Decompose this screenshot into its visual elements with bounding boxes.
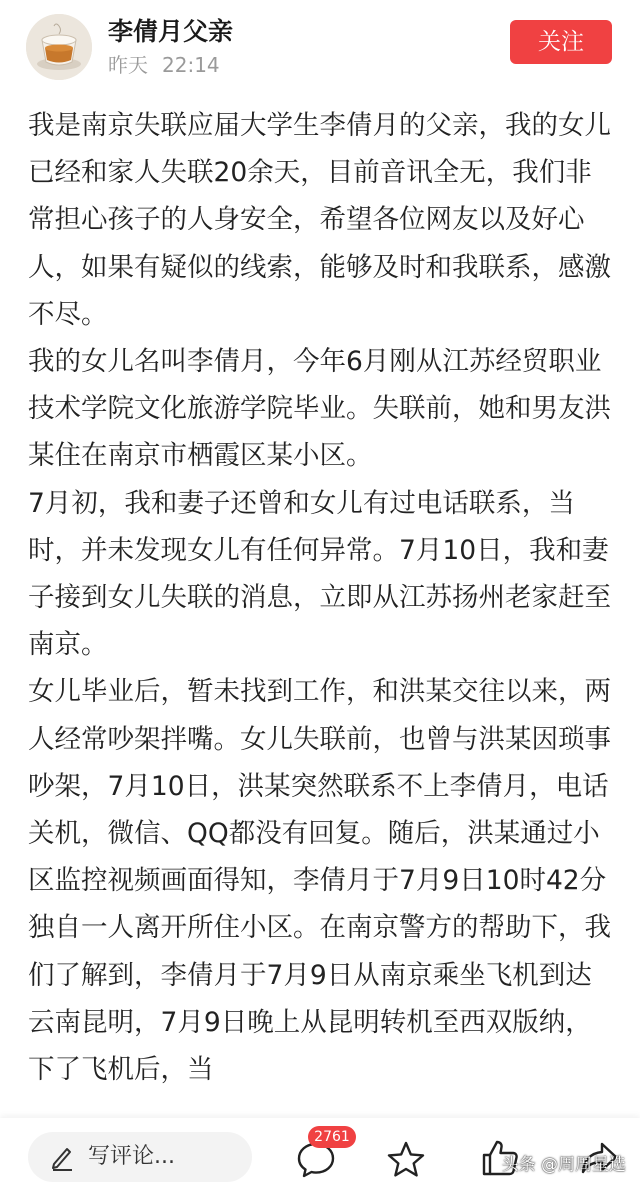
favorite-button[interactable] [384, 1138, 428, 1182]
post-time [108, 52, 220, 78]
comment-input[interactable] [28, 1132, 252, 1182]
comment-count-badge: 2761 [308, 1126, 356, 1148]
article-paragraph: 我是南京失联应届大学生李倩月的父亲，我的女儿已经和家人失联20余天，目前音讯全无，我们非常担心孩子的人身安全，希望各位网友以及好心人，如果有疑似的线索，能够及时和我联系，感激不尽。 [28, 110, 611, 330]
article-paragraph: 我的女儿名叫李倩月，今年6月刚从江苏经贸职业技术学院文化旅游学院毕业。失联前，她和男友洪某住在南京市栖霞区某小区。 [28, 346, 611, 472]
tea-cup-avatar-icon [26, 14, 92, 80]
article-paragraph: 7月初，我和妻子还曾和女儿有过电话联系，当时，并未发现女儿有任何异常。7月10日，我和妻子接到女儿失联的消息，立即从江苏扬州老家赶至南京。 [28, 487, 611, 661]
post-clock: 22:14 [162, 53, 220, 77]
star-icon [384, 1138, 428, 1182]
watermark: 头条 @周周星选 [501, 1155, 626, 1175]
article-paragraph: 女儿毕业后，暂未找到工作，和洪某交往以来，两人经常吵架拌嘴。女儿失联前，也曾与洪某因琐事吵架，7月10日，洪某突然联系不上李倩月，电话关机，微信、QQ都没有回复。随后，洪某通过小区监控视频画面得知，李倩月于7月9日10时42分独自一人离开所住小区。在南京警方的帮助下，我们了解到，李倩月于7月9日从南京乘坐飞机到达云南昆明，7月9日晚上从昆明转机至西双版纳，下了飞机后，当 [28, 676, 611, 1086]
comment-placeholder: 写评论... [88, 1144, 175, 1169]
bottom-action-bar [0, 1118, 640, 1189]
post-date: 昨天 [108, 53, 148, 77]
article-body [28, 102, 618, 1093]
pen-icon [48, 1143, 76, 1171]
post-header [0, 0, 640, 100]
author-name[interactable]: 李倩月父亲 [108, 17, 234, 46]
author-avatar[interactable] [26, 14, 92, 80]
follow-button[interactable]: 关注 [510, 20, 612, 64]
